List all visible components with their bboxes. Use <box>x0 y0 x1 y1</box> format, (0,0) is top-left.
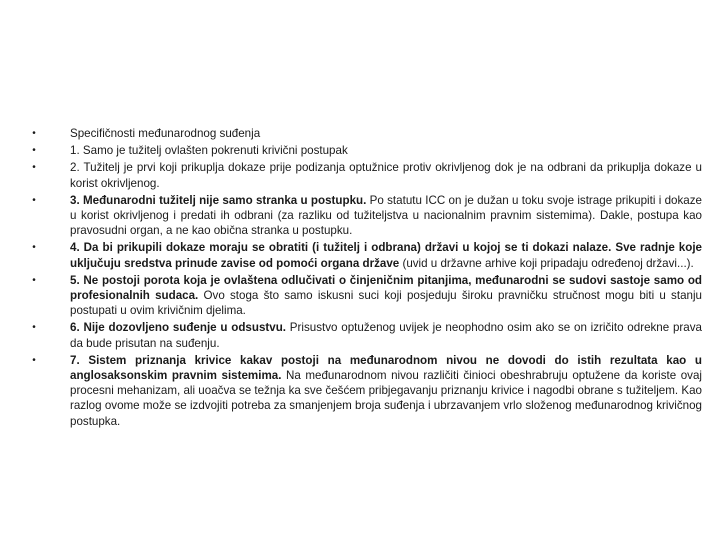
bullet-icon: • <box>32 128 36 139</box>
bullet-icon: • <box>32 354 36 366</box>
list-item <box>28 126 702 141</box>
item-bold-text: 3. Međunarodni tužitelj nije samo stranka u postupku. <box>70 193 367 207</box>
list-item <box>28 353 702 429</box>
item-text: Ovo stoga što samo iskusni suci koji posjeduju široku pravničku stručnost mogu biti u stanju postupati u ovim krivičnim djelima. <box>70 289 702 318</box>
item-bold-text: 5. Ne postoji porota koja je ovlaštena odlučivati o činjeničnim pitanjima, međunarodni se sudovi sastoje samo od profesionalnih sudaca. <box>70 273 702 303</box>
bullet-icon: • <box>32 274 36 286</box>
item-bold-text: 4. Da bi prikupili dokaze moraju se obratiti (i tužitelj i odbrana) državi u kojoj se ti dokazi nalaze. Sve radnje koje uključuju sredstva prinude zavise od pomoći organa države <box>70 241 702 270</box>
list-item <box>28 160 702 190</box>
list-item <box>28 240 702 270</box>
bullet-icon: • <box>32 162 36 174</box>
item-text: Prisustvo optuženog uvijek je neophodno osim ako se on izričito odrekne prava da bude prisutan na suđenju. <box>70 321 702 350</box>
item-text: Specifičnosti međunarodnog suđenja <box>70 127 261 140</box>
bullet-list <box>28 126 702 431</box>
item-bold-text: 6. Nije dozovljeno suđenje u odsustvu. <box>70 321 287 335</box>
item-text: Na međunarodnom nivou različiti činioci obeshrabruju optužene da koriste ovaj procesni mehanizam, ali uoačva se težnja ka sve češćem pribjegavanju priznanju krivice i nagodbi obrane s tužiteljem. Kao razlog ovome može se izdvojiti potreba za smanjenjem broja suđenja i ubrzavanjem vrlo složenog međunarodnog krivičnog postupka. <box>70 369 702 428</box>
list-item <box>28 143 702 158</box>
list-item <box>28 273 702 319</box>
item-text: 1. Samo je tužitelj ovlašten pokrenuti krivični postupak <box>70 144 348 158</box>
list-item <box>28 193 702 239</box>
bullet-icon: • <box>32 145 36 157</box>
bullet-icon: • <box>32 194 36 206</box>
bullet-icon: • <box>32 322 36 334</box>
item-text: 2. Tužitelj je prvi koji prikuplja dokaze prije podizanja optužnice protiv okrivljenog dok je na odbrani da prikuplja dokaze u korist okrivljenog. <box>70 161 702 190</box>
list-item <box>28 320 702 350</box>
item-text: Po statutu ICC on je dužan u toku svoje istrage prikupiti i dokaze u korist okrivljenog i predati ih odbrani (za razliku od tužiteljstva u nacionalnim pravnim sistemima). Dakle, postupa kao pravosudni organ, a ne kao obična stranka u postupku. <box>70 193 702 238</box>
item-text: (uvid u državne arhive koji pripadaju određenoj državi...). <box>399 256 694 270</box>
bullet-icon: • <box>32 242 36 254</box>
item-bold-text: 7. Sistem priznanja krivice kakav postoji na međunarodnom nivou ne dovodi do istih rezultata kao u anglosaksonskim pravnim sistemima. <box>70 353 702 383</box>
